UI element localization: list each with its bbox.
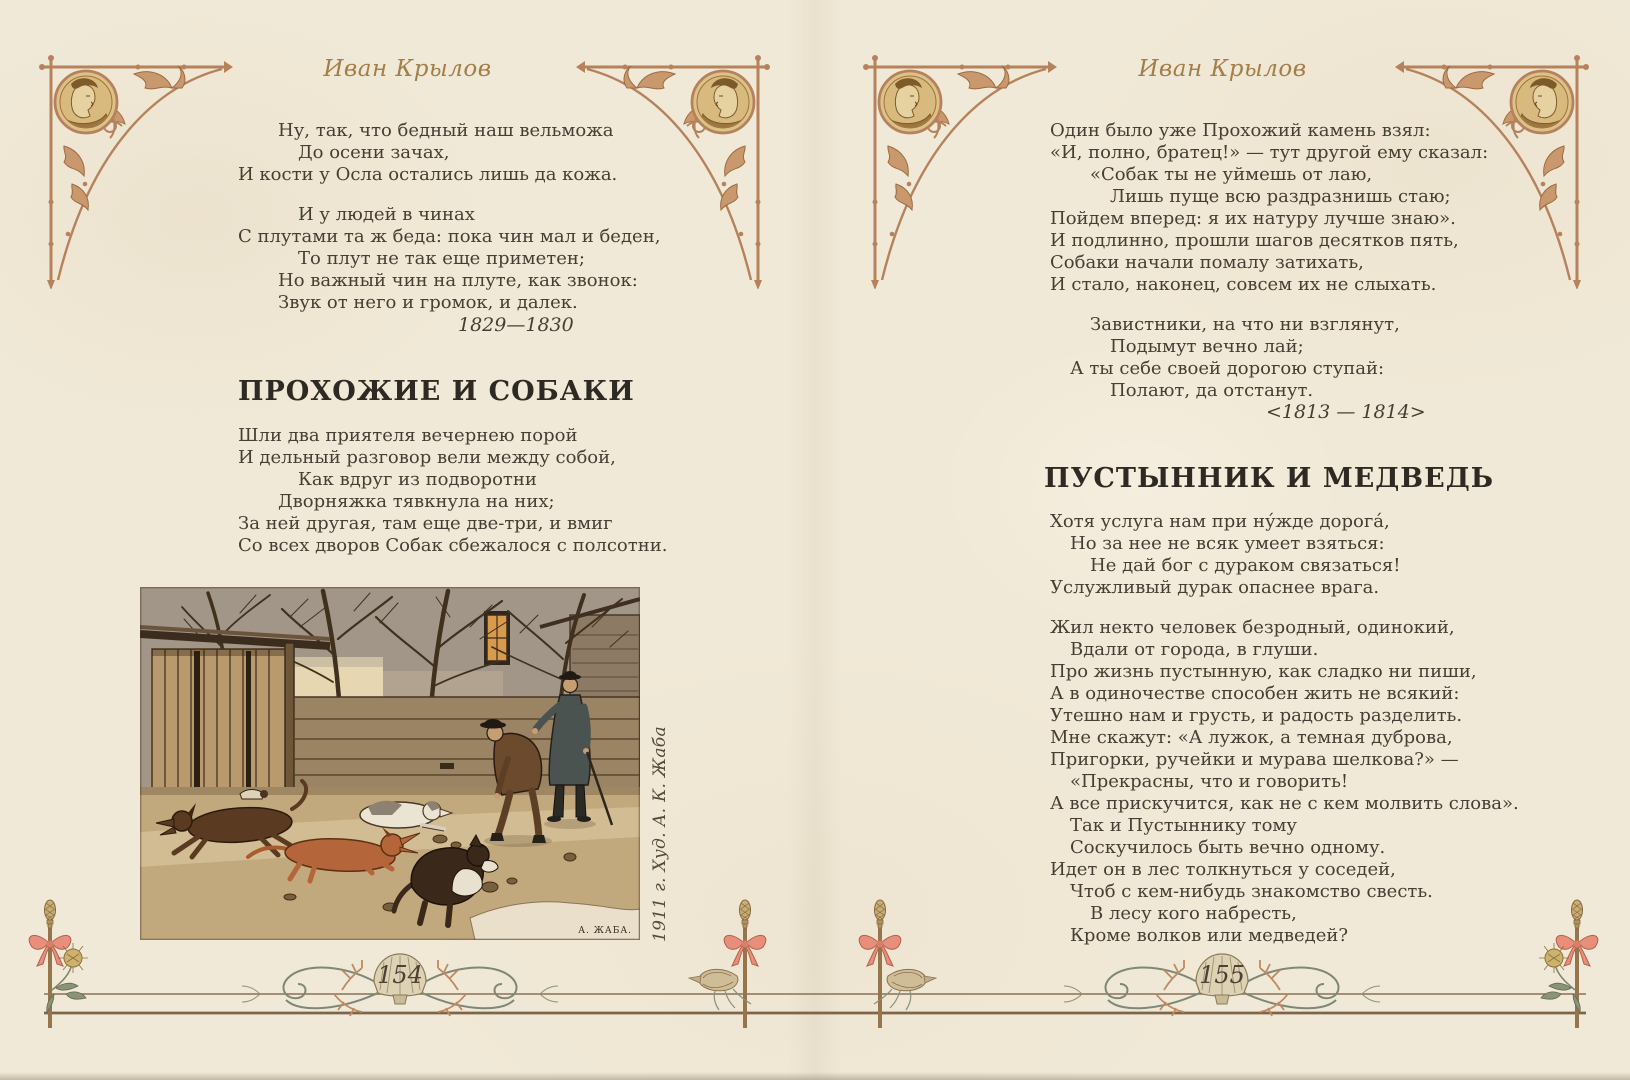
poem-line: То плут не так еще приметен; xyxy=(298,248,585,269)
poem-line: Соскучилось быть вечно одному. xyxy=(1070,837,1386,858)
poem-line: Мне скажут: «А лужок, а темная дуброва, xyxy=(1050,727,1453,748)
poem-line: За ней другая, там еще две-три, и вмиг xyxy=(238,513,613,534)
stanza xyxy=(238,120,698,186)
poem-line: Не дай бог с дураком связаться! xyxy=(1090,555,1401,576)
poem-line: Кроме волков или медведей? xyxy=(1070,925,1349,946)
poem-line: Жил некто человек безродный, одинокий, xyxy=(1050,617,1455,638)
poem-line: И кости у Осла остались лишь да кожа. xyxy=(238,164,618,185)
poem-line: Пригорки, ручейки и мурава шелкова?» — xyxy=(1050,749,1459,770)
poem-line: В лесу кого набресть, xyxy=(1090,903,1297,924)
poem-text xyxy=(1050,120,1490,420)
poem-line: Так и Пустыннику тому xyxy=(1070,815,1298,836)
poem-line: Утешно нам и грусть, и радость разделить. xyxy=(1050,705,1463,726)
poem-line: Хотя услуга нам при ну́жде дорога́, xyxy=(1050,511,1390,532)
poem-date: <1813 — 1814> xyxy=(1266,401,1426,423)
poem-line: И подлинно, прошли шагов десятков пять, xyxy=(1050,230,1459,251)
fable-title: ПРОХОЖИЕ И СОБАКИ xyxy=(238,376,635,407)
poem-line: Про жизнь пустынную, как сладко ни пиши, xyxy=(1050,661,1477,682)
poem-line: Звук от него и громок, и далек. xyxy=(278,292,578,313)
poem-line: А ты себе своей дорогою ступай: xyxy=(1070,358,1385,379)
poem-line: Полают, да отстанут. xyxy=(1110,380,1314,401)
poem-line: Ну, так, что бедный наш вельможа xyxy=(278,120,614,141)
poem-line: Один было уже Прохожий камень взял: xyxy=(1050,120,1431,141)
poem-line: Чтоб с кем-нибудь знакомство свесть. xyxy=(1070,881,1433,902)
stanza xyxy=(1050,120,1490,296)
poem-line: И у людей в чинах xyxy=(298,204,475,225)
poem-line: И стало, наконец, совсем их не слыхать. xyxy=(1050,274,1437,295)
poem-line: Но за нее не всяк умеет взяться: xyxy=(1070,533,1385,554)
stanza xyxy=(1050,511,1490,599)
poem-line: Вдали от города, в глуши. xyxy=(1070,639,1319,660)
poem-line: А все прискучится, как не с кем молвить слова». xyxy=(1050,793,1519,814)
poem-line: Идет он в лес толкнуться у соседей, xyxy=(1050,859,1396,880)
poem-line: Подымут вечно лай; xyxy=(1110,336,1304,357)
poem-text xyxy=(238,120,698,332)
poem-line: С плутами та ж беда: пока чин мал и беден, xyxy=(238,226,661,247)
running-head-author: Иван Крылов xyxy=(323,56,492,82)
stanza xyxy=(238,204,698,314)
poem-line: Собаки начали помалу затихать, xyxy=(1050,252,1364,273)
page-number: 154 xyxy=(377,961,423,989)
poem-line: «Собак ты не уймешь от лаю, xyxy=(1090,164,1373,185)
poem-line: «Прекрасны, что и говорить! xyxy=(1070,771,1349,792)
poem-line: Дворняжка тявкнула на них; xyxy=(278,491,555,512)
poem-text xyxy=(238,425,698,575)
running-head-author: Иван Крылов xyxy=(1138,56,1307,82)
stanza xyxy=(238,425,698,557)
poem-line: Услужливый дурак опаснее врага. xyxy=(1050,577,1380,598)
corner-ornament-icon xyxy=(862,54,1057,289)
poem-line: «И, полно, братец!» — тут другой ему сказал: xyxy=(1050,142,1489,163)
poem-line: Со всех дворов Собак сбежалося с полсотни. xyxy=(238,535,668,556)
stanza xyxy=(1050,314,1490,402)
illustration-caption: 1911 г. Худ. А. К. Жаба xyxy=(650,726,670,942)
poem-line: До осени зачах, xyxy=(298,142,450,163)
corner-ornament-icon xyxy=(38,54,233,289)
page-number: 155 xyxy=(1199,961,1245,989)
poem-line: Пойдем вперед: я их натуру лучше знаю». xyxy=(1050,208,1456,229)
poem-line: Шли два приятеля вечернею порой xyxy=(238,425,578,446)
poem-date: 1829—1830 xyxy=(458,314,574,336)
poem-line: А в одиночестве способен жить не всякий: xyxy=(1050,683,1460,704)
poem-line: Но важный чин на плуте, как звонок: xyxy=(278,270,638,291)
fable-illustration xyxy=(140,587,640,940)
footer-ornament xyxy=(0,890,1630,1080)
poem-line: Завистники, на что ни взглянут, xyxy=(1090,314,1400,335)
page-bottom-shadow xyxy=(0,1072,1630,1080)
fable-title: ПУСТЫННИК И МЕДВЕДЬ xyxy=(1044,463,1494,494)
poem-line: Как вдруг из подворотни xyxy=(298,469,537,490)
poem-line: И дельный разговор вели между собой, xyxy=(238,447,616,468)
illustration-signature: А. ЖАБА. xyxy=(578,926,632,936)
poem-line: Лишь пуще всю раздразнишь стаю; xyxy=(1110,186,1451,207)
